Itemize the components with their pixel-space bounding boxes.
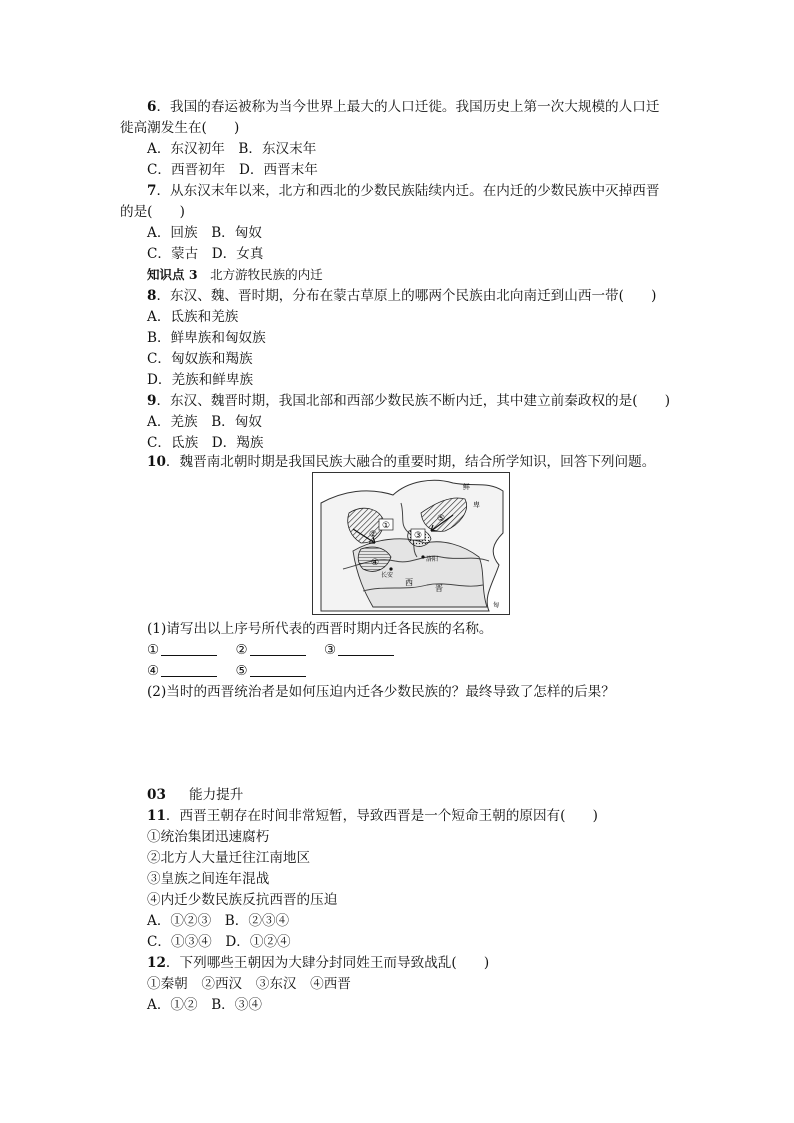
map-label-5: ⑤	[436, 514, 446, 524]
question-11-item-4: ④内迁少数民族反抗西晋的压迫	[147, 892, 338, 908]
question-7-options-cd: C．蒙古 D．女真	[147, 246, 264, 262]
map-label-4: ④	[370, 558, 380, 568]
western-jin-migration-map	[312, 472, 510, 615]
question-10-blanks-row1: ① ② ③	[147, 640, 408, 660]
knowledge-point-heading: 知识点 3 北方游牧民族的内迁	[147, 267, 323, 282]
map-place-changan: 长安	[381, 572, 394, 579]
question-number: 9	[147, 393, 157, 409]
question-12-options-ab: A．①② B．③④	[147, 997, 262, 1013]
map-label-2: ②	[368, 530, 378, 540]
question-6-options-cd: C．西晋初年 D．西晋末年	[147, 162, 318, 178]
question-8-option-a: A．氐族和羌族	[147, 309, 239, 325]
question-6-stem: 6．我国的春运被称为当今世界上最大的人口迁徙。我国历史上第一次大规模的人口迁	[147, 99, 660, 115]
question-8-option-d: D．羌族和鲜卑族	[147, 372, 254, 388]
question-7-options-ab: A．回族 B．匈奴	[147, 225, 262, 241]
question-11-options-cd: C．①③④ D．①②④	[147, 934, 291, 950]
question-number: 7	[147, 183, 157, 199]
question-number: 12	[147, 955, 166, 971]
question-7-stem: 7．从东汉末年以来，北方和西北的少数民族陆续内迁。在内迁的少数民族中灭掉西晋	[147, 183, 660, 199]
answer-blank-4[interactable]	[161, 662, 217, 677]
map-place-xiong: 匈	[493, 602, 500, 609]
question-number: 8	[147, 288, 157, 304]
answer-blank-1[interactable]	[161, 641, 217, 656]
map-graphic	[313, 473, 509, 614]
map-place-jin: 晋	[435, 584, 443, 593]
answer-blank-5[interactable]	[250, 662, 306, 677]
question-8-option-b: B．鲜卑族和匈奴族	[147, 330, 266, 346]
question-12-stem: 12．下列哪些王朝因为大肆分封同姓王而导致战乱( )	[147, 955, 490, 971]
question-10-sub1: (1)请写出以上序号所代表的西晋时期内迁各民族的名称。	[147, 621, 493, 637]
map-place-xi: 西	[405, 578, 413, 587]
question-11-item-3: ③皇族之间连年混战	[147, 871, 270, 887]
map-place-xian: 鲜	[463, 483, 470, 491]
question-8-stem: 8．东汉、魏、晋时期，分布在蒙古草原上的哪两个民族由北向南迁到山西一带( )	[147, 288, 657, 304]
question-7-stem-continued: 的是( )	[120, 204, 185, 220]
question-11-options-ab: A．①②③ B．②③④	[147, 913, 290, 929]
question-number: 6	[147, 99, 157, 115]
question-8-option-c: C．匈奴族和羯族	[147, 351, 253, 367]
question-number: 10	[147, 454, 166, 470]
map-place-bei: 卑	[473, 501, 480, 509]
question-9-options-ab: A．羌族 B．匈奴	[147, 414, 262, 430]
question-9-options-cd: C．氐族 D．羯族	[147, 435, 264, 451]
section-heading: 03 能力提升	[147, 787, 244, 803]
map-label-1: ①	[381, 521, 391, 531]
question-10-sub2: (2)当时的西晋统治者是如何压迫内迁各少数民族的？最终导致了怎样的后果？	[147, 684, 615, 700]
question-10-stem: 10．魏晋南北朝时期是我国民族大融合的重要时期，结合所学知识，回答下列问题。	[147, 454, 656, 470]
question-6-options-ab: A．东汉初年 B．东汉末年	[147, 141, 317, 157]
question-9-stem: 9．东汉、魏晋时期，我国北部和西部少数民族不断内迁，其中建立前秦政权的是( )	[147, 393, 671, 409]
question-11-item-1: ①统治集团迅速腐朽	[147, 829, 270, 845]
question-12-items: ①秦朝 ②西汉 ③东汉 ④西晋	[147, 976, 351, 992]
question-11-item-2: ②北方人大量迁往江南地区	[147, 850, 311, 866]
answer-blank-2[interactable]	[250, 641, 306, 656]
map-label-3: ③	[413, 531, 423, 541]
question-10-blanks-row2: ④ ⑤	[147, 661, 320, 681]
question-6-stem-continued: 徙高潮发生在( )	[120, 120, 240, 136]
question-11-stem: 11．西晋王朝存在时间非常短暂，导致西晋是一个短命王朝的原因有( )	[147, 808, 598, 824]
answer-blank-3[interactable]	[338, 641, 394, 656]
map-place-luoyang: 洛阳	[426, 556, 439, 563]
question-number: 11	[147, 808, 166, 824]
